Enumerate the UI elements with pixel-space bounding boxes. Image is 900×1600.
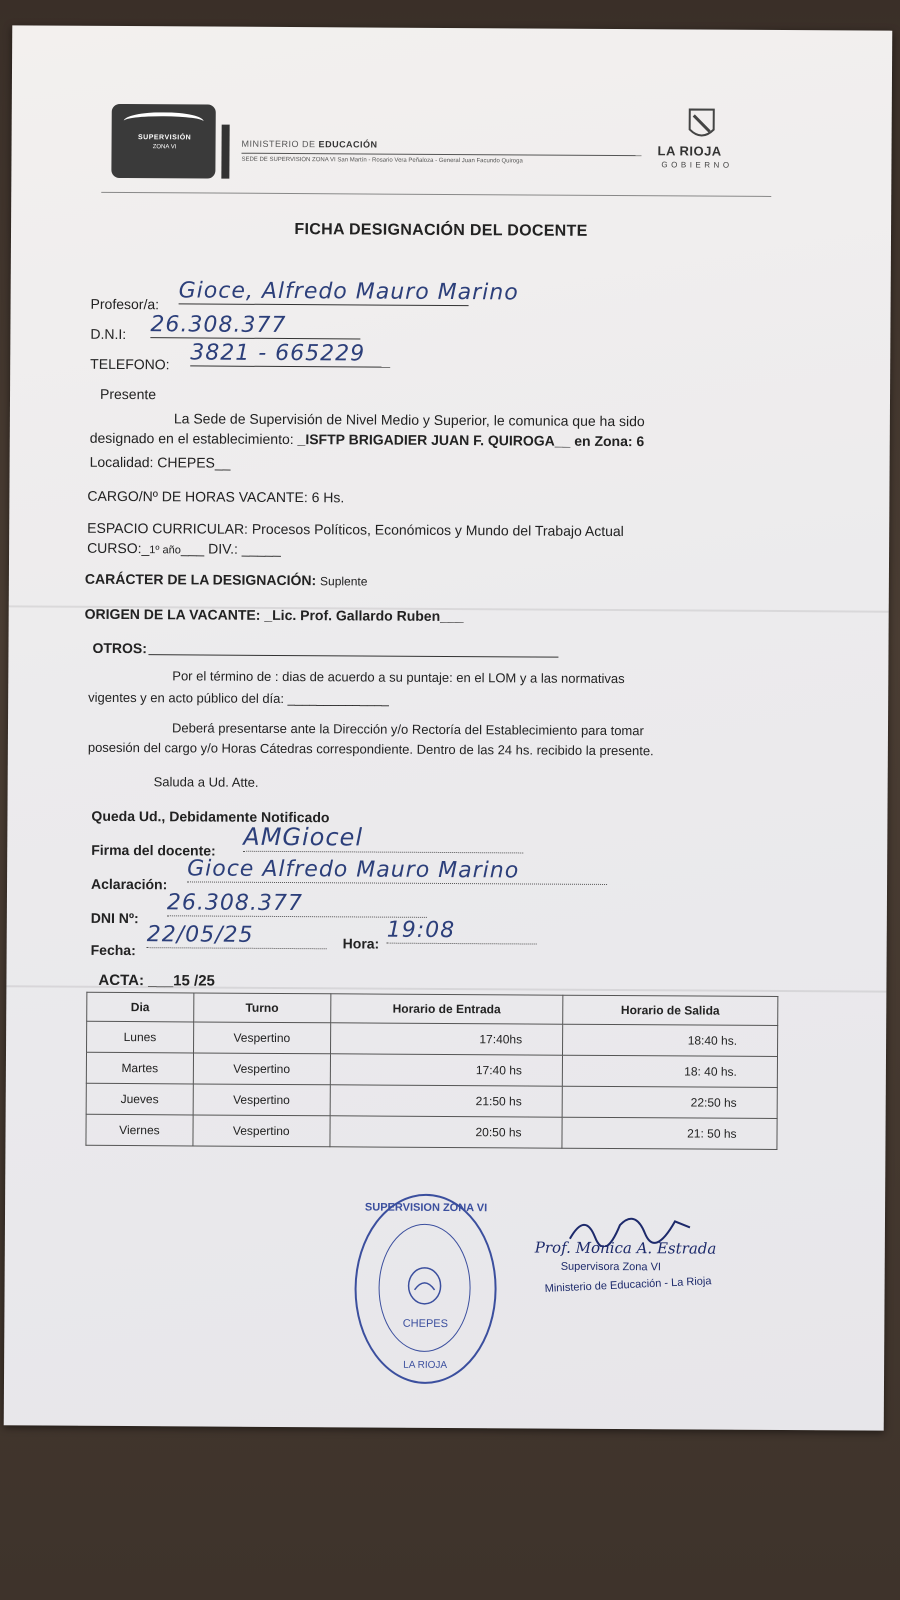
header-entrada: Horario de Entrada (330, 994, 562, 1024)
header-dia: Dia (87, 992, 194, 1022)
logo-text-line1: SUPERVISIÓN (137, 134, 192, 142)
caracter-value: Suplente (320, 574, 368, 589)
coat-of-arms-icon (384, 1266, 464, 1306)
cell-turno: Vespertino (193, 1022, 330, 1054)
telefono-label: TELEFONO: (90, 355, 170, 373)
table-row (86, 1114, 777, 1149)
table-row (86, 1052, 777, 1087)
dni-notif-value: 26.308.377 (167, 890, 427, 918)
supervisor-ministry: Ministerio de Educación - La Rioja (544, 1275, 712, 1295)
caracter-label: CARÁCTER DE LA DESIGNACIÓN: (84, 570, 317, 589)
stamp-city: CHEPES (402, 1317, 449, 1331)
logo-divider (221, 125, 229, 179)
cell-dia: Lunes (87, 1021, 194, 1053)
logo-text-line2: ZONA VI (152, 144, 177, 151)
cell-turno: Vespertino (193, 1053, 330, 1085)
supervisor-role: Supervisora Zona VI (560, 1260, 662, 1274)
ministry-heading (242, 139, 378, 150)
cargo-text: CARGO/Nº DE HORAS VACANTE: 6 Hs. (87, 487, 345, 506)
supervision-logo (111, 104, 215, 179)
official-stamp (354, 1193, 497, 1384)
profesor-value: Gioce, Alfredo Mauro Marino (178, 278, 519, 306)
cell-entrada: 20:50 hs (330, 1116, 562, 1148)
stamp-top-text: SUPERVISION ZONA VI (364, 1201, 488, 1215)
acta-label: ACTA: ___ (98, 971, 174, 990)
caracter-line (85, 571, 368, 589)
gov-sub: GOBIERNO (661, 160, 733, 170)
otros-label: OTROS: (92, 639, 147, 657)
acta-line (98, 972, 215, 990)
notificado-text: Queda Ud., Debidamente Notificado (91, 807, 330, 826)
document-sheet (4, 25, 893, 1430)
presente-text: Presente (99, 385, 157, 403)
curso-line (87, 540, 281, 557)
aclaracion-value: Gioce Alfredo Mauro Marino (187, 856, 607, 885)
header-turno: Turno (193, 993, 330, 1023)
header-rule (101, 192, 771, 197)
page-title: FICHA DESIGNACIÓN DEL DOCENTE (294, 221, 588, 240)
origen-label: ORIGEN DE LA VACANTE: _ (84, 605, 273, 623)
curso-value: 1º año (149, 544, 181, 557)
paragraph1-line2 (90, 430, 645, 449)
cell-entrada: 17:40 hs (330, 1054, 562, 1086)
otros-line (148, 654, 558, 658)
cell-salida: 21: 50 hs (562, 1117, 777, 1149)
cell-salida: 18: 40 hs. (562, 1055, 777, 1087)
paragraph2-line1: Por el término de : dias de acuerdo a su puntaje: en el LOM y a las normativas (172, 668, 625, 687)
profesor-label: Profesor/a: (90, 295, 160, 313)
ministry-prefix: MINISTERIO DE (241, 138, 319, 150)
gov-name: LA RIOJA (657, 143, 722, 159)
paragraph1-line1: La Sede de Supervisión de Nivel Medio y Superior, le comunica que ha sido (173, 410, 645, 430)
establishment-label: designado en el establecimiento: (89, 429, 298, 448)
sede-line: SEDE DE SUPERVISIÓN ZONA VI San Martín - Rosario Vera Peñaloza - General Juan Facundo Quiroga (241, 156, 523, 165)
ministry-name: EDUCACIÓN (318, 139, 378, 150)
cell-dia: Jueves (86, 1083, 193, 1115)
hora-value: 19:08 (387, 918, 537, 945)
firma-value: AMGiocel (243, 823, 523, 854)
origen-value: Lic. Prof. Gallardo Ruben (272, 606, 441, 624)
logo-wave-icon (124, 112, 204, 130)
paragraph3-line2: posesión del cargo y/o Horas Cátedras correspondiente. Dentro de las 24 hs. recibido la presente. (87, 739, 654, 759)
curso-label: CURSO:_ (87, 539, 150, 557)
firma-label: Firma del docente: (91, 841, 216, 859)
hora-label: Hora: (342, 935, 380, 952)
origen-line: ORIGEN DE LA VACANTE: _Lic. Prof. Gallardo Ruben___ (84, 605, 464, 625)
fecha-label: Fecha: (90, 941, 136, 959)
la-rioja-emblem-icon (688, 107, 716, 141)
paragraph2-line2: vigentes y en acto público del día: ______________ (88, 689, 389, 707)
establishment-value: _ISFTP BRIGADIER JUAN F. QUIROGA__ en Zona: 6 (297, 431, 645, 450)
dni-value: 26.308.377 (150, 312, 360, 339)
table-row (87, 1021, 778, 1056)
cell-dia: Martes (86, 1052, 193, 1084)
table-header-row (87, 992, 778, 1025)
header-salida: Horario de Salida (563, 995, 778, 1025)
aclaracion-label: Aclaración: (90, 875, 168, 893)
cell-turno: Vespertino (193, 1084, 330, 1116)
supervisor-name: Prof. Monica A. Estrada (534, 1238, 717, 1258)
cell-entrada: 21:50 hs (330, 1085, 562, 1117)
stamp-bottom-text: LA RIOJA (403, 1359, 448, 1372)
dni-notif-label: DNI Nº: (90, 909, 139, 927)
table-row (86, 1083, 777, 1118)
espacio-text: ESPACIO CURRICULAR: Procesos Políticos, Económicos y Mundo del Trabajo Actual (87, 519, 624, 540)
cell-salida: 18:40 hs. (563, 1024, 778, 1056)
schedule-table (85, 992, 778, 1150)
cell-salida: 22:50 hs (562, 1086, 777, 1118)
cell-turno: Vespertino (193, 1115, 330, 1147)
cell-dia: Viernes (86, 1114, 193, 1146)
saluda-text: Saluda a Ud. Atte. (153, 774, 259, 790)
paragraph3-line1: Deberá presentarse ante la Dirección y/o Rectoría del Establecimiento para tomar (171, 720, 644, 739)
dni-label: D.N.I: (90, 325, 127, 343)
cell-entrada: 17:40hs (330, 1023, 562, 1055)
acta-value: 15 /25 (173, 972, 215, 990)
telefono-value: 3821 - 665229 (190, 340, 390, 367)
ministry-rule (242, 153, 642, 156)
fecha-value: 22/05/25 (147, 922, 327, 949)
localidad-text: Localidad: CHEPES__ (89, 453, 231, 471)
div-label: ___ DIV.: _____ (180, 540, 281, 557)
